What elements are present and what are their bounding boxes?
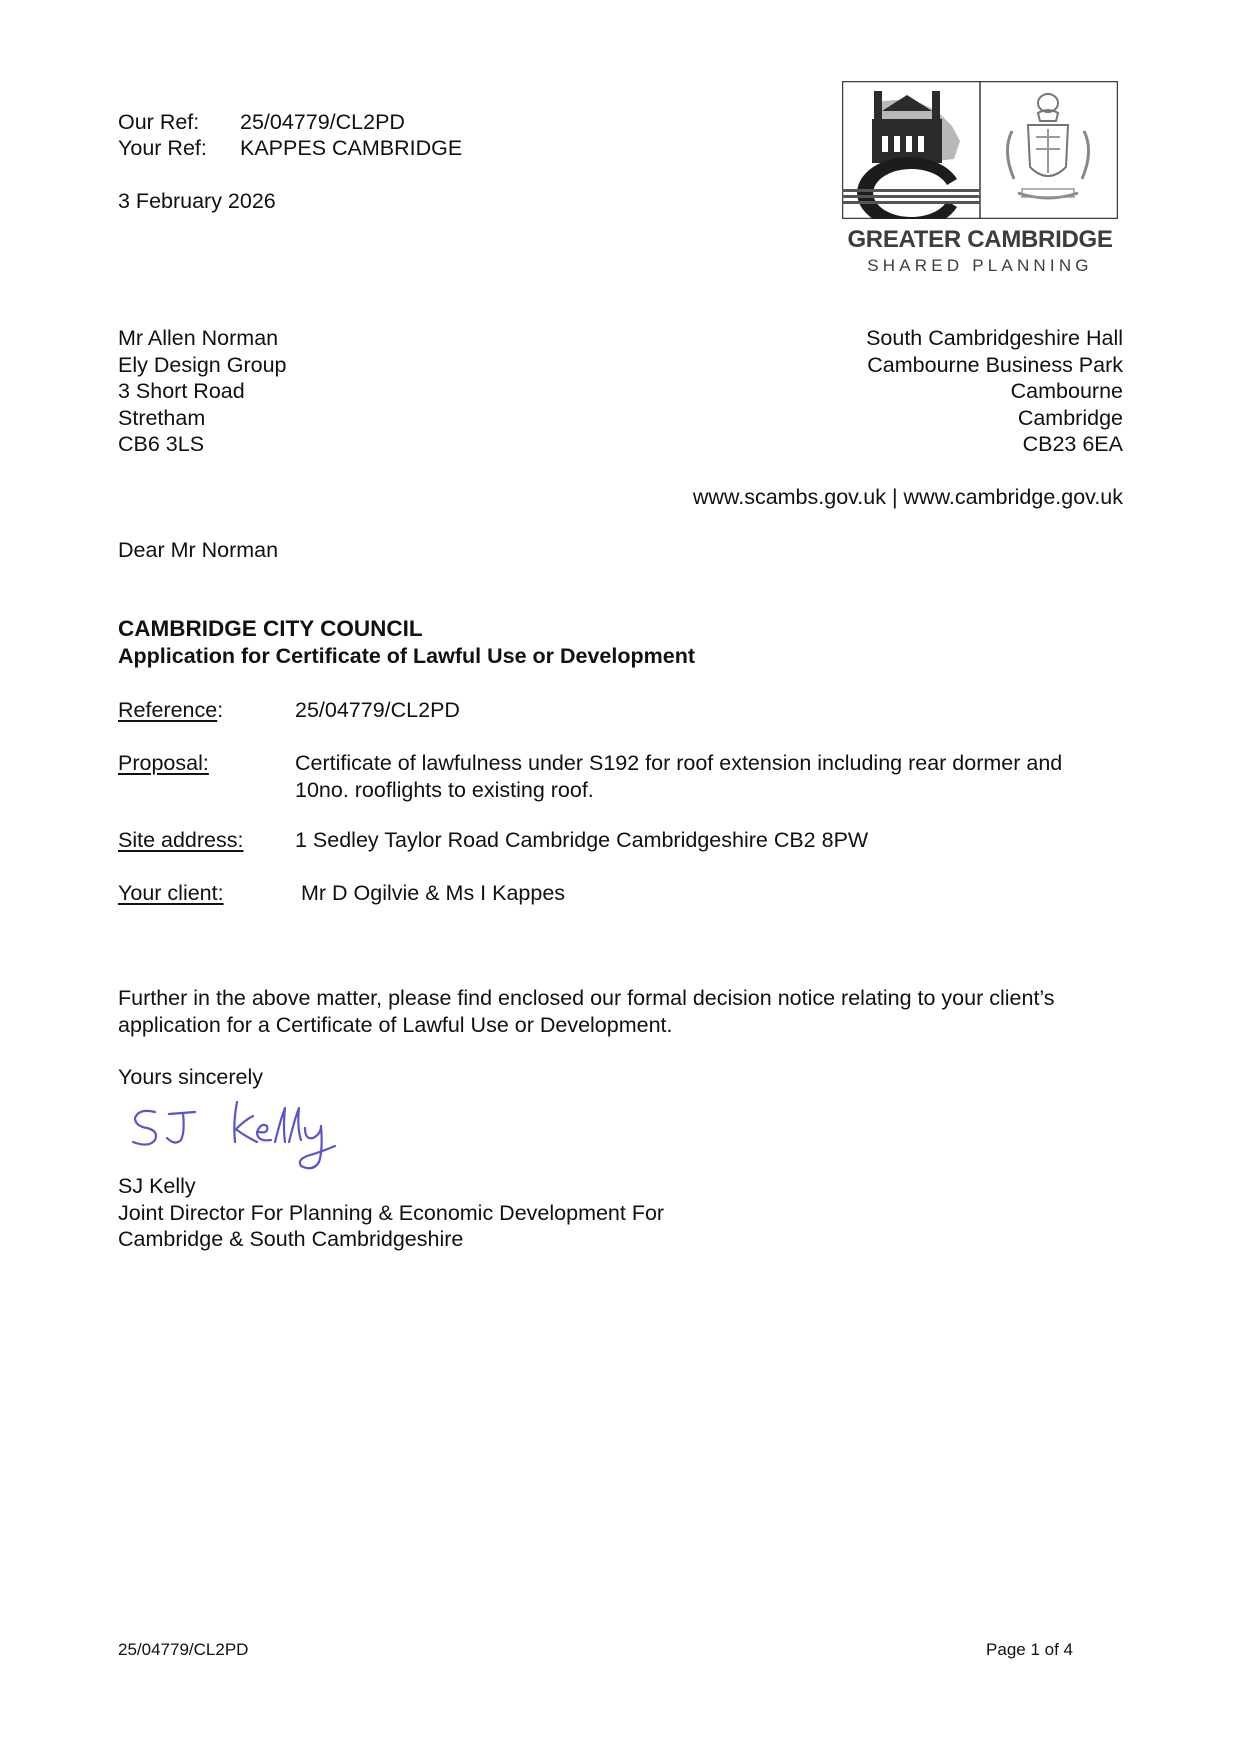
signature-icon [125,1098,355,1174]
logo-wordmark-primary: GREATER CAMBRIDGE [847,226,1113,253]
council-websites: www.scambs.gov.uk | www.cambridge.gov.uk [692,485,1123,509]
proposal-label: Proposal: [118,751,209,775]
reference-value: 25/04779/CL2PD [295,698,460,722]
sender-line: Cambourne [1010,379,1123,403]
handwritten-signature [125,1098,355,1174]
body-paragraph [118,985,1055,1038]
recipient-line: Mr Allen Norman [118,326,279,350]
recipient-address [118,325,287,458]
recipient-line: 3 Short Road [118,379,245,403]
client-value: Mr D Ogilvie & Ms I Kappes [301,881,566,905]
logo-emblem-icon [842,81,1118,219]
signatory-name: SJ Kelly [118,1174,196,1198]
footer-page-number: Page 1 of 4 [986,1640,1073,1659]
reference-label-text: Reference [118,698,218,722]
our-ref-value: 25/04779/CL2PD [240,110,405,134]
footer-reference: 25/04779/CL2PD [118,1640,249,1659]
sender-line: Cambridge [1017,405,1123,430]
letter-date: 3 February 2026 [118,189,276,213]
site-address-value: 1 Sedley Taylor Road Cambridge Cambridgeshire CB2 8PW [295,828,869,852]
our-ref-row [118,109,405,135]
recipient-line: Ely Design Group [118,352,287,377]
reference-label-colon: : [217,698,224,722]
proposal-line: 10no. rooflights to existing roof. [295,777,594,802]
your-ref-label: Your Ref: [118,136,207,160]
salutation: Dear Mr Norman [118,538,279,562]
proposal-line: Certificate of lawfulness under S192 for roof extension including rear dormer and [295,751,1063,775]
client-label: Your client: [118,881,224,905]
signatory-title: Joint Director For Planning & Economic Development For [118,1200,665,1225]
sender-line: South Cambridgeshire Hall [866,326,1123,350]
proposal-value [295,750,1062,803]
sender-line: CB23 6EA [1022,432,1123,456]
your-ref-row [118,135,462,161]
signatory-title: Cambridge & South Cambridgeshire [118,1227,464,1251]
logo-wordmark-secondary: SHARED PLANNING [867,256,1093,275]
recipient-line: Stretham [118,405,206,430]
application-title: Application for Certificate of Lawful Use or Development [118,644,695,668]
reference-label [118,697,223,724]
recipient-line: CB6 3LS [118,432,205,456]
closing: Yours sincerely [118,1065,263,1089]
council-logo [842,81,1118,219]
body-line: Further in the above matter, please find enclosed our formal decision notice relating to your client’s [118,986,1055,1010]
sender-address [723,325,1123,458]
council-heading: CAMBRIDGE CITY COUNCIL [118,616,423,641]
signatory-block [118,1173,664,1253]
your-ref-value: KAPPES CAMBRIDGE [240,136,463,160]
body-line: application for a Certificate of Lawful Use or Development. [118,1012,673,1037]
our-ref-label: Our Ref: [118,110,200,134]
sender-line: Cambourne Business Park [867,352,1123,377]
site-address-label: Site address: [118,828,244,852]
